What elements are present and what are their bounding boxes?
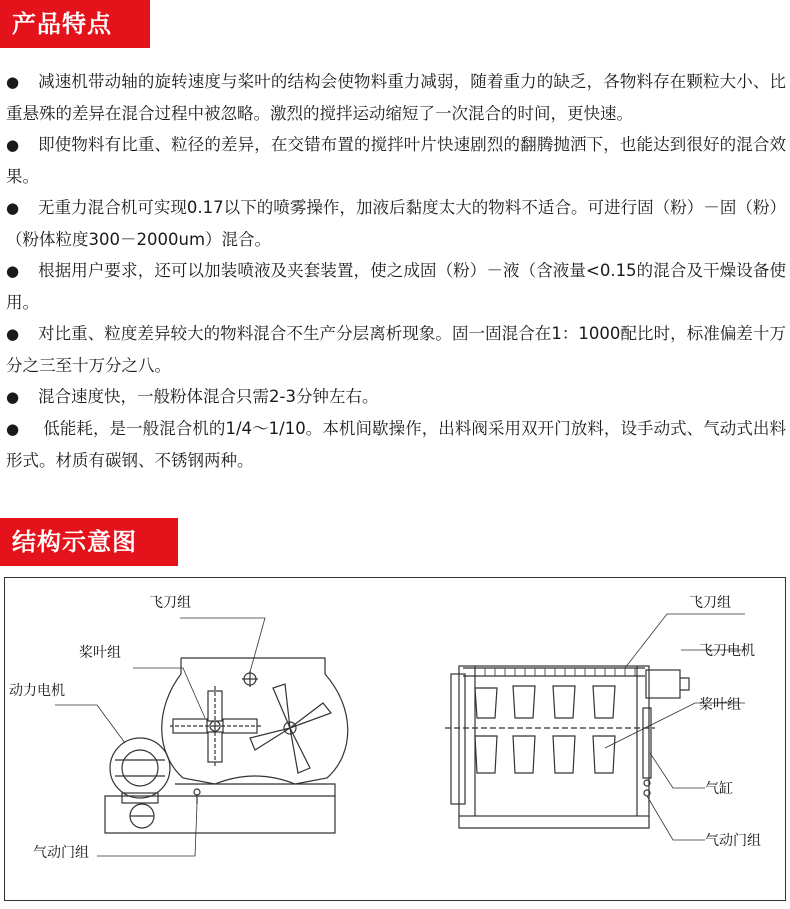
feature-text: 混合速度快，一般粉体混合只需2-3分钟左右。	[38, 387, 379, 406]
label-cylinder: 气缸	[705, 781, 733, 797]
feature-item	[6, 66, 786, 129]
feature-item	[6, 381, 786, 413]
feature-text: 根据用户要求，还可以加装喷液及夹套装置，使之成固（粉）－液（含液量<0.15的混合及干燥设备使用。	[6, 261, 786, 312]
label-paddle-left: 桨叶组	[79, 645, 121, 661]
bullet-icon: ●	[6, 388, 20, 406]
structure-diagram	[4, 577, 786, 901]
machine-drawing	[5, 578, 785, 900]
label-flying-knife-right: 飞刀组	[689, 595, 731, 611]
label-pneumatic-door-right: 气动门组	[705, 833, 761, 849]
feature-text: 即使物料有比重、粒径的差异，在交错布置的搅拌叶片快速剧烈的翻腾抛洒下，也能达到很好的混合效果。	[6, 135, 786, 186]
feature-text: 对比重、粒度差异较大的物料混合不生产分层离析现象。固一固混合在1：1000配比时，标准偏差十万分之三至十万分之八。	[6, 324, 786, 375]
section-title-features: 产品特点	[0, 0, 150, 48]
feature-item	[6, 129, 786, 192]
bullet-icon: ●	[6, 199, 20, 217]
feature-item	[6, 255, 786, 318]
label-flying-knife-left: 飞刀组	[149, 595, 191, 611]
bullet-icon: ●	[6, 420, 20, 438]
section-title-structure: 结构示意图	[0, 518, 178, 566]
feature-list	[6, 66, 786, 476]
bullet-icon: ●	[6, 73, 20, 91]
feature-item	[6, 318, 786, 381]
grating-ticks	[475, 668, 635, 676]
bullet-icon: ●	[6, 262, 20, 280]
label-paddle-right: 桨叶组	[699, 697, 741, 713]
feature-text: 减速机带动轴的旋转速度与桨叶的结构会使物料重力减弱，随着重力的缺乏，各物料存在颗粒大小、比重悬殊的差异在混合过程中被忽略。激烈的搅拌运动缩短了一次混合的时间，更快速。	[6, 72, 786, 123]
label-flying-knife-motor: 飞刀电机	[699, 643, 755, 659]
bullet-icon: ●	[6, 325, 20, 343]
bullet-icon: ●	[6, 136, 20, 154]
feature-item	[6, 413, 786, 476]
feature-text: 低能耗，是一般混合机的1/4～1/10。本机间歇操作，出料阀采用双开门放料，设手动式、气动式出料形式。材质有碳钢、不锈钢两种。	[6, 419, 786, 470]
feature-text: 无重力混合机可实现0.17以下的喷雾操作，加液后黏度太大的物料不适合。可进行固（粉）－固（粉）（粉体粒度300－2000um）混合。	[6, 198, 786, 249]
feature-item	[6, 192, 786, 255]
label-motor-left: 动力电机	[9, 683, 65, 699]
label-pneumatic-door-left: 气动门组	[33, 845, 89, 861]
